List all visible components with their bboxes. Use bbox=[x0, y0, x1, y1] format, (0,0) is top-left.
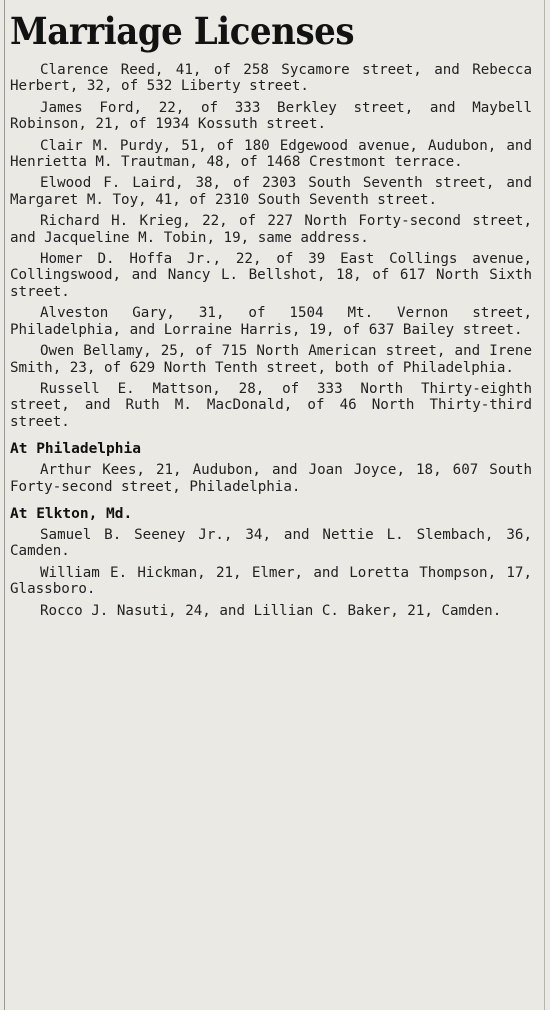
section-heading-philadelphia: At Philadelphia bbox=[10, 441, 141, 458]
license-entry: Arthur Kees, 21, Audubon, and Joan Joyce, 18, 607 South Forty-second street, Philadelphia. bbox=[10, 462, 532, 495]
column-rule-right bbox=[544, 0, 545, 1010]
license-entry: Clair M. Purdy, 51, of 180 Edgewood avenue, Audubon, and Henrietta M. Trautman, 48, of 1468 Crestmont terrace. bbox=[10, 137, 532, 171]
headline: Marriage Licenses bbox=[10, 9, 355, 53]
license-entry: Russell E. Mattson, 28, of 333 North Thirty-eighth street, and Ruth M. MacDonald, of 46 North Thirty-third street. bbox=[10, 380, 532, 430]
license-entry: James Ford, 22, of 333 Berkley street, and Maybell Robinson, 21, of 1934 Kossuth street. bbox=[10, 99, 532, 133]
license-entry: Owen Bellamy, 25, of 715 North American street, and Irene Smith, 23, of 629 North Tenth street, both of Philadelphia. bbox=[10, 343, 532, 376]
license-entry: William E. Hickman, 21, Elmer, and Loretta Thompson, 17, Glassboro. bbox=[10, 564, 532, 598]
license-entry: Elwood F. Laird, 38, of 2303 South Seventh street, and Margaret M. Toy, 41, of 2310 South Seventh street. bbox=[10, 175, 532, 208]
license-entry: Rocco J. Nasuti, 24, and Lillian C. Baker, 21, Camden. bbox=[40, 602, 502, 619]
license-entry: Clarence Reed, 41, of 258 Sycamore street, and Rebecca Herbert, 32, of 532 Liberty street. bbox=[10, 62, 532, 95]
news-column bbox=[10, 6, 532, 624]
section-heading-elkton: At Elkton, Md. bbox=[10, 505, 133, 522]
column-rule-left bbox=[4, 0, 5, 1010]
license-entry: Alveston Gary, 31, of 1504 Mt. Vernon street, Philadelphia, and Lorraine Harris, 19, of 637 Bailey street. bbox=[10, 305, 532, 338]
license-entry: Samuel B. Seeney Jr., 34, and Nettie L. Slembach, 36, Camden. bbox=[10, 526, 532, 560]
license-entry: Richard H. Krieg, 22, of 227 North Forty-second street, and Jacqueline M. Tobin, 19, same address. bbox=[10, 213, 532, 246]
license-entry: Homer D. Hoffa Jr., 22, of 39 East Collings avenue, Collingswood, and Nancy L. Bellshot, 18, of 617 North Sixth street. bbox=[10, 251, 532, 300]
